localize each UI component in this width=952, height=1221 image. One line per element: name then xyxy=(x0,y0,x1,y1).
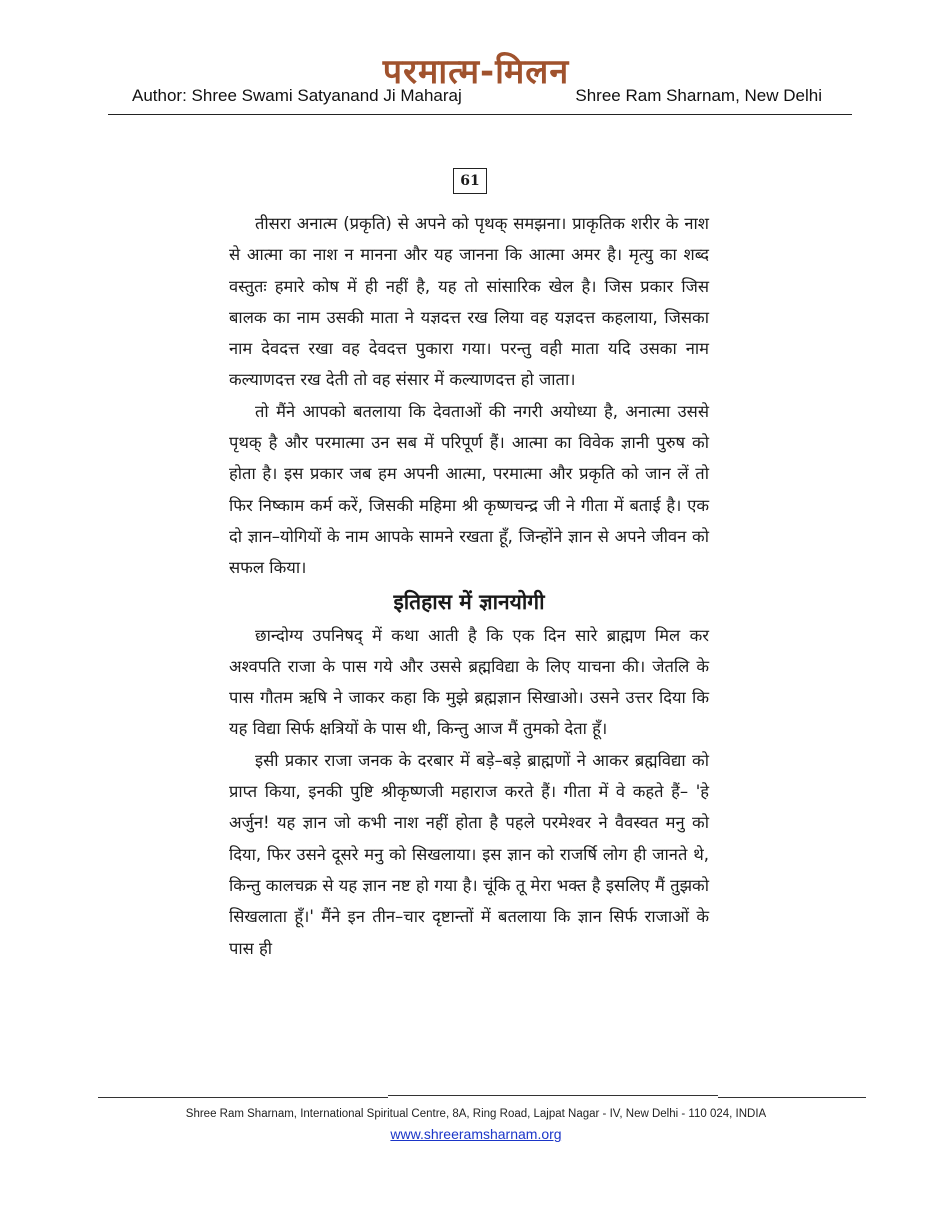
header-divider xyxy=(108,114,852,115)
footer-divider xyxy=(718,1097,866,1098)
footer-divider xyxy=(388,1095,718,1096)
page-body xyxy=(229,208,709,964)
section-heading: इतिहास में ज्ञानयोगी xyxy=(393,589,545,614)
publisher-line: Shree Ram Sharnam, New Delhi xyxy=(575,86,822,105)
paragraph-3: छान्दोग्य उपनिषद् में कथा आती है कि एक दिन सारे ब्राह्मण मिल कर अश्वपति राजा के पास गये और उससे ब्रह्मविद्या के लिए याचना की। जेतलि के पास गौतम ऋषि ने जाकर कहा कि मुझे ब्रह्मज्ञान सिखाओ। उसने उत्तर दिया कि यह विद्या सिर्फ क्षत्रियों के पास थी, किन्तु आज मैं तुमको देता हूँ। xyxy=(229,625,709,739)
footer-address: Shree Ram Sharnam, International Spiritual Centre, 8A, Ring Road, Lajpat Nagar - IV, New Delhi - 110 024, INDIA xyxy=(185,1108,767,1120)
paragraph-2: तो मैंने आपको बतलाया कि देवताओं की नगरी अयोध्या है, अनात्मा उससे पृथक् है और परमात्मा उन सब में परिपूर्ण हैं। आत्मा का विवेक ज्ञानी पुरुष को होता है। इस प्रकार जब हम अपनी आत्मा, परमात्मा और प्रकृति को जान लें तो फिर निष्काम कर्म करें, जिसकी महिमा श्री कृष्णचन्द्र जी ने गीता में बताई है। एक दो ज्ञान–योगियों के नाम आपके सामने रखता हूँ, जिन्होंने ज्ञान से अपने जीवन को सफल किया। xyxy=(229,401,709,578)
page-number-box: 61 xyxy=(453,168,487,194)
author-line: Author: Shree Swami Satyanand Ji Maharaj xyxy=(132,86,462,105)
website-link[interactable]: www.shreeramsharnam.org xyxy=(390,1126,562,1142)
book-title: परमात्म-मिलन xyxy=(382,52,570,92)
paragraph-4: इसी प्रकार राजा जनक के दरबार में बड़े–बड़े ब्राह्मणों ने आकर ब्रह्मविद्या को प्राप्त किया, इनकी पुष्टि श्रीकृष्णजी महाराज करते हैं। गीता में वे कहते हैं– 'हे अर्जुन! यह ज्ञान जो कभी नाश नहीं होता है पहले परमेश्वर ने वैवस्वत मनु को दिया, फिर उसने दूसरे मनु को सिखलाया। इस ज्ञान को राजर्षि लोग ही जानते थे, किन्तु कालचक्र से यह ज्ञान नष्ट हो गया है। चूंकि तू मेरा भक्त है इसलिए मैं तुझको सिखलाता हूँ।' मैंने इन तीन–चार दृष्टान्तों में बतलाया कि ज्ञान सिर्फ राजाओं के पास ही xyxy=(229,750,709,958)
footer-divider xyxy=(98,1097,388,1098)
paragraph-1: तीसरा अनात्म (प्रकृति) से अपने को पृथक् समझना। प्राकृतिक शरीर के नाश से आत्मा का नाश न मानना और यह जानना कि आत्मा अमर है। मृत्यु का शब्द वस्तुतः हमारे कोष में ही नहीं है, यह तो सांसारिक खेल है। जिस प्रकार जिस बालक का नाम उसकी माता ने यज्ञदत्त रख लिया वह यज्ञदत्त कहलाया, जिसका नाम देवदत्त रखा वह देवदत्त पुकारा गया। परन्तु वही माता यदि उसका नाम कल्याणदत्त रख देती तो वह संसार में कल्याणदत्त हो जाता। xyxy=(229,214,709,390)
